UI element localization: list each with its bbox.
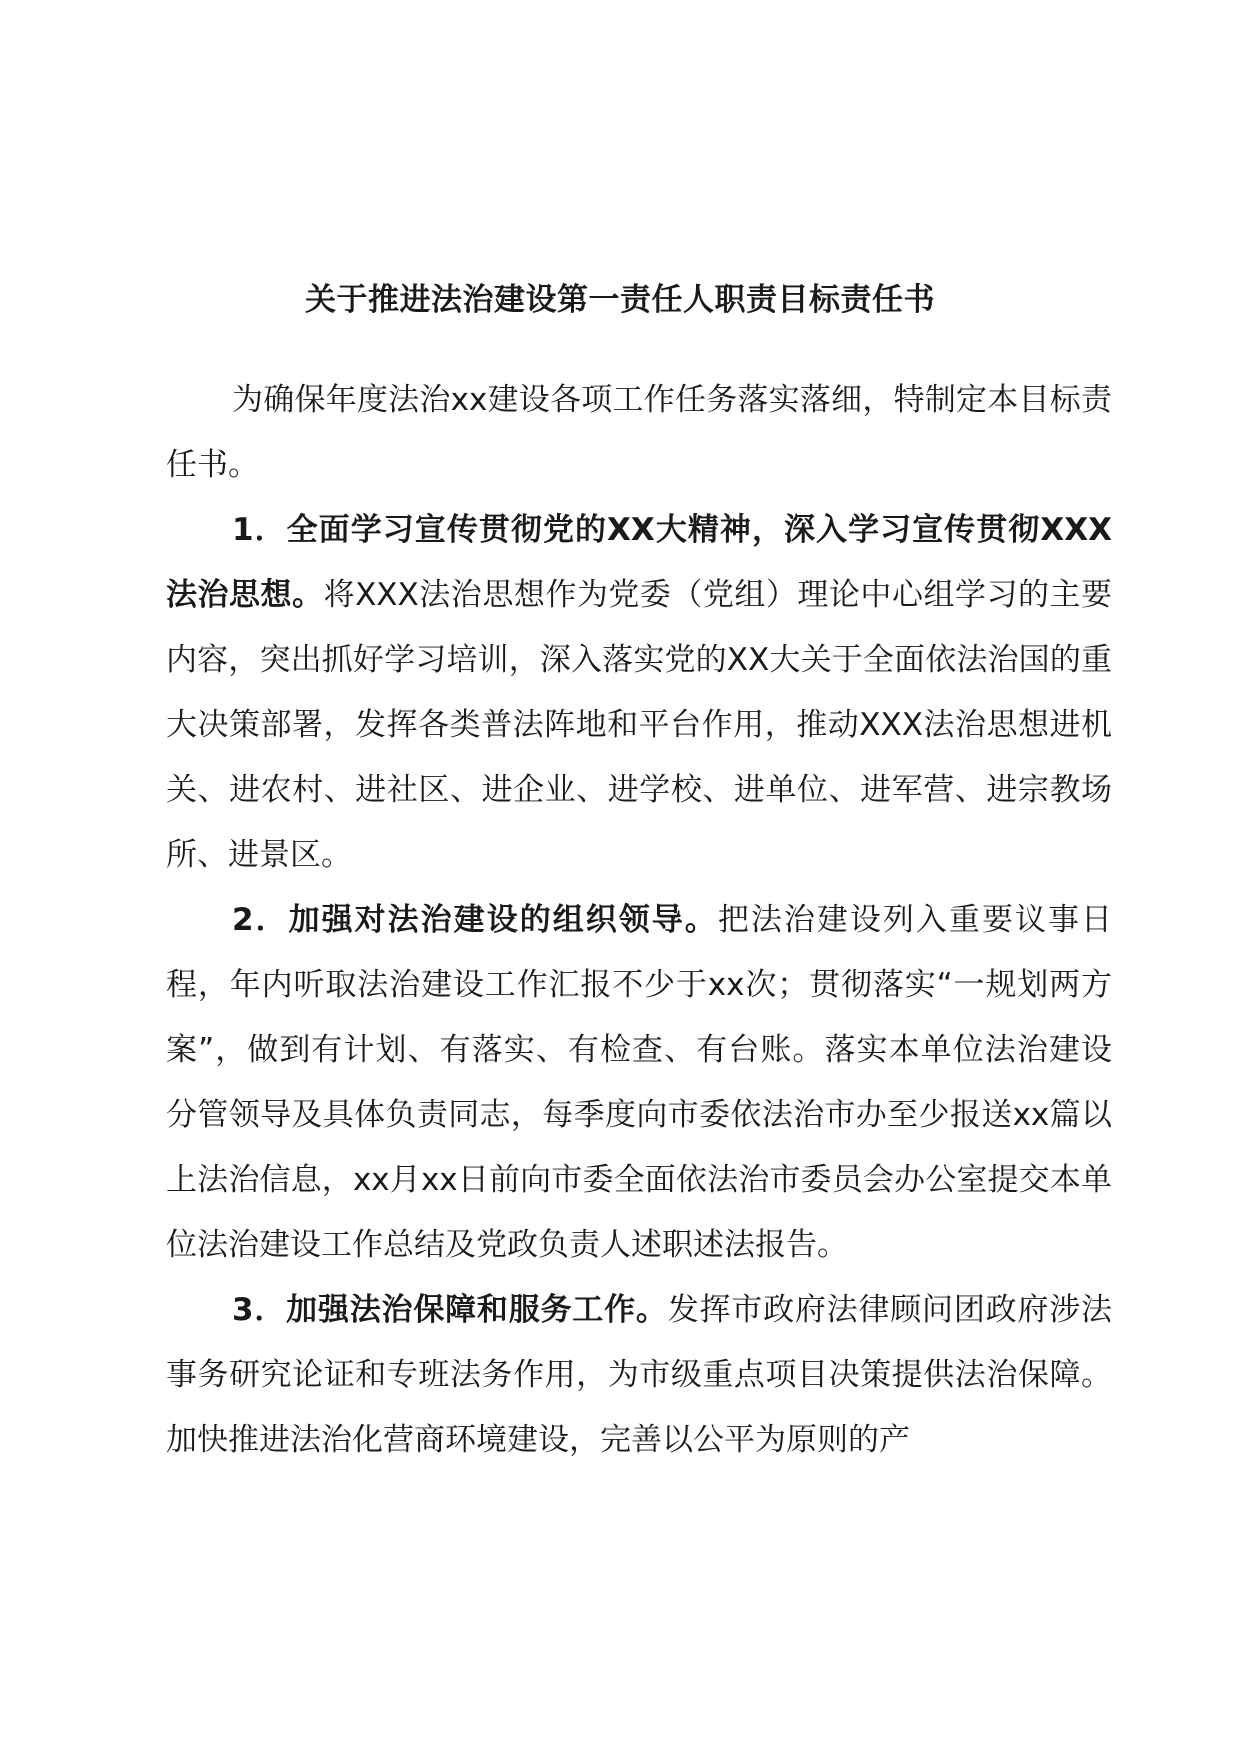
paragraph-text: 为确保年度法治xx建设各项工作任务落实落细，特制定本目标责任书。 xyxy=(166,382,1112,483)
document-body xyxy=(166,368,1112,1473)
paragraph-item-3 xyxy=(166,1278,1112,1473)
paragraph-intro xyxy=(166,368,1112,498)
paragraph-text: 把法治建设列入重要议事日程，年内听取法治建设工作汇报不少于xx次；贯彻落实“一规划两方案”，做到有计划、有落实、有检查、有台账。落实本单位法治建设分管领导及具体负责同志，每季度向市委依法治市办至少报送xx篇以上法治信息，xx月xx日前向市委全面依法治市委员会办公室提交本单位法治建设工作总结及党政负责人述职述法报告。 xyxy=(166,902,1112,1263)
paragraph-item-2 xyxy=(166,888,1112,1278)
paragraph-text: 发挥市政府法律顾问团政府涉法事务研究论证和专班法务作用，为市级重点项目决策提供法治保障。加快推进法治化营商环境建设，完善以公平为原则的产 xyxy=(166,1292,1113,1458)
paragraph-lead: 1．全面学习宣传贯彻党的XX大精神，深入学习宣传贯彻XXX法治思想。 xyxy=(166,512,1112,613)
paragraph-item-1 xyxy=(166,498,1112,888)
paragraph-lead: 2．加强对法治建设的组织领导。 xyxy=(232,902,718,938)
paragraph-text: 将XXX法治思想作为党委（党组）理论中心组学习的主要内容，突出抓好学习培训，深入落实党的XX大关于全面依法治国的重大决策部署，发挥各类普法阵地和平台作用，推动XXX法治思想进机关、进农村、进社区、进企业、进学校、进单位、进军营、进宗教场所、进景区。 xyxy=(166,577,1113,873)
document-title: 关于推进法治建设第一责任人职责目标责任书 xyxy=(305,282,935,318)
paragraph-lead: 3．加强法治保障和服务工作。 xyxy=(232,1292,668,1328)
